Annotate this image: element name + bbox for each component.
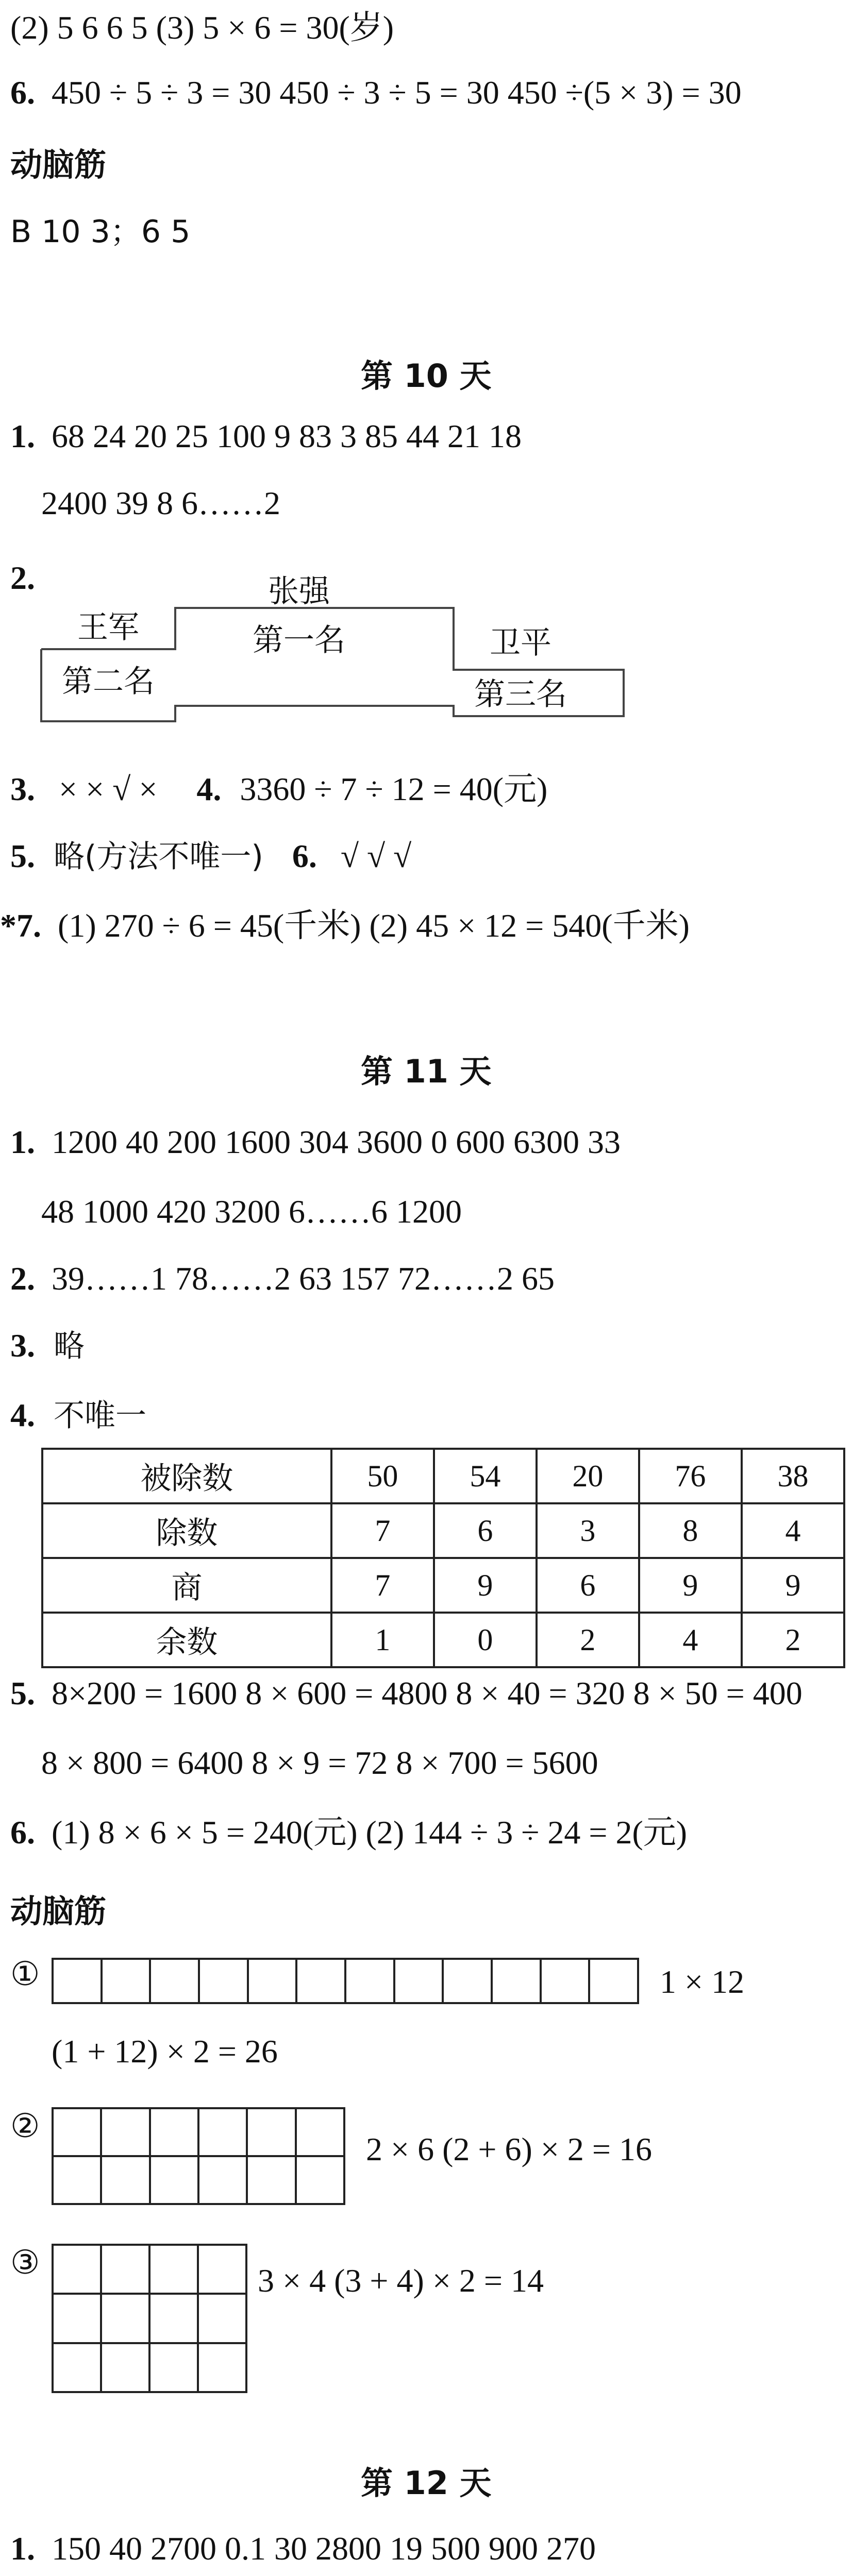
table-cell: 4 — [742, 1503, 844, 1558]
table-cell: 0 — [434, 1613, 537, 1667]
day11-q1-line2: 48 1000 420 3200 6……6 1200 — [41, 1193, 462, 1230]
day11-q1-line1 — [10, 1126, 621, 1159]
section-title-day11: 第 11 天 — [361, 1053, 492, 1090]
question-number: 1. — [10, 418, 35, 454]
podium-first-name: 张强 — [268, 573, 330, 609]
day10-q7 — [0, 909, 690, 942]
row-header: 除数 — [42, 1503, 331, 1558]
circle-number-1: ① — [10, 1956, 40, 1992]
question-number: 4. — [10, 1397, 35, 1433]
row-header: 商 — [42, 1558, 331, 1613]
brain-title: 动脑筋 — [10, 146, 107, 183]
brain-title: 动脑筋 — [10, 1892, 107, 1930]
question-number: 6. — [10, 1814, 35, 1851]
answer-text: (1) 270 ÷ 6 = 45(千米) (2) 45 × 12 = 540(千米) — [58, 907, 690, 944]
table-row — [42, 1503, 844, 1558]
rect-3x4 — [52, 2244, 247, 2393]
table-cell: 54 — [434, 1449, 537, 1503]
day10-q5-q6 — [10, 840, 411, 873]
table-cell: 7 — [331, 1558, 434, 1613]
challenge-1-perimeter: (1 + 12) × 2 = 26 — [52, 2033, 278, 2070]
answer-text: 39……1 78……2 63 157 72……2 65 — [52, 1260, 555, 1297]
table-cell: 2 — [742, 1613, 844, 1667]
row-header: 余数 — [42, 1613, 331, 1667]
table-cell: 6 — [537, 1558, 639, 1613]
table-cell: 9 — [434, 1558, 537, 1613]
day11-q2 — [10, 1262, 555, 1295]
division-table — [41, 1448, 845, 1668]
question-number: 3. — [10, 771, 35, 807]
day10-q3-q4 — [10, 773, 547, 806]
day11-q4 — [10, 1399, 146, 1432]
podium-second-label: 第二名 — [62, 664, 155, 700]
question-number: 1. — [10, 2530, 35, 2567]
table-cell: 76 — [639, 1449, 742, 1503]
podium-second-name: 王军 — [77, 609, 139, 646]
question-number: 1. — [10, 1124, 35, 1160]
table-cell: 7 — [331, 1503, 434, 1558]
answer-text: 150 40 2700 0.1 30 2800 19 500 900 270 — [52, 2530, 596, 2567]
prev-q6-line — [10, 76, 742, 109]
table-cell: 2 — [537, 1613, 639, 1667]
question-number: 5. — [10, 1675, 35, 1711]
table-cell: 9 — [742, 1558, 844, 1613]
day11-q5-line1 — [10, 1677, 802, 1710]
question-number: *7. — [0, 907, 41, 944]
podium-third-name: 卫平 — [490, 625, 551, 661]
table-row — [42, 1449, 844, 1503]
table-cell: 3 — [537, 1503, 639, 1558]
answer-text: 68 24 20 25 100 9 83 3 85 44 21 18 — [52, 418, 522, 454]
table-cell: 8 — [639, 1503, 742, 1558]
challenge-2-expr: 2 × 6 (2 + 6) × 2 = 16 — [366, 2131, 652, 2167]
section-title-day12: 第 12 天 — [361, 2464, 492, 2502]
answer-text: × × √ × — [59, 771, 158, 807]
answer-text: 1200 40 200 1600 304 3600 0 600 6300 33 — [52, 1124, 621, 1160]
table-cell: 20 — [537, 1449, 639, 1503]
answer-text: 略 — [54, 1328, 85, 1364]
brain-answer: B 10 3；6 5 — [10, 214, 191, 250]
podium-first-label: 第一名 — [253, 622, 345, 658]
question-number: 6. — [10, 74, 35, 111]
question-number: 5. — [10, 838, 35, 874]
challenge-1-expr: 1 × 12 — [660, 1963, 745, 2000]
table-cell: 4 — [639, 1613, 742, 1667]
rect-1x12 — [52, 1958, 639, 2004]
answer-note: 不唯一 — [54, 1398, 146, 1434]
answer-text: √ √ √ — [340, 838, 412, 874]
circle-number-2: ② — [10, 2108, 40, 2144]
table-cell: 9 — [639, 1558, 742, 1613]
section-title-day10: 第 10 天 — [361, 357, 492, 395]
prev-answer-line: (2) 5 6 6 5 (3) 5 × 6 = 30(岁) — [10, 9, 394, 46]
table-cell: 38 — [742, 1449, 844, 1503]
answer-text: 8×200 = 1600 8 × 600 = 4800 8 × 40 = 320 8 × 50 = 400 — [52, 1675, 802, 1711]
table-row — [42, 1558, 844, 1613]
question-number: 6. — [292, 838, 317, 874]
podium-third-label: 第三名 — [474, 676, 567, 713]
table-cell: 50 — [331, 1449, 434, 1503]
day10-q1-line1 — [10, 420, 522, 453]
question-number: 4. — [196, 771, 222, 807]
question-number: 2. — [10, 1260, 35, 1297]
table-cell: 1 — [331, 1613, 434, 1667]
row-header: 被除数 — [42, 1449, 331, 1503]
question-number: 2. — [10, 560, 35, 596]
challenge-3-expr: 3 × 4 (3 + 4) × 2 = 14 — [258, 2262, 544, 2299]
day11-q5-line2: 8 × 800 = 6400 8 × 9 = 72 8 × 700 = 5600 — [41, 1744, 598, 1781]
table-cell: 6 — [434, 1503, 537, 1558]
question-number: 3. — [10, 1327, 35, 1364]
day11-q6 — [10, 1816, 687, 1849]
answer-text: 450 ÷ 5 ÷ 3 = 30 450 ÷ 3 ÷ 5 = 30 450 ÷(5 × 3) = 30 — [52, 74, 742, 111]
day10-q1-line2: 2400 39 8 6……2 — [41, 485, 280, 521]
answer-text: (1) 8 × 6 × 5 = 240(元) (2) 144 ÷ 3 ÷ 24 = 2(元) — [52, 1814, 688, 1851]
table-row — [42, 1613, 844, 1667]
circle-number-3: ③ — [10, 2244, 40, 2281]
answer-text: 略(方法不唯一) — [54, 839, 263, 875]
day12-q1-line1 — [10, 2532, 596, 2565]
rect-2x6 — [52, 2107, 345, 2205]
answer-text: 3360 ÷ 7 ÷ 12 = 40(元) — [240, 771, 548, 807]
day11-q3 — [10, 1329, 85, 1362]
